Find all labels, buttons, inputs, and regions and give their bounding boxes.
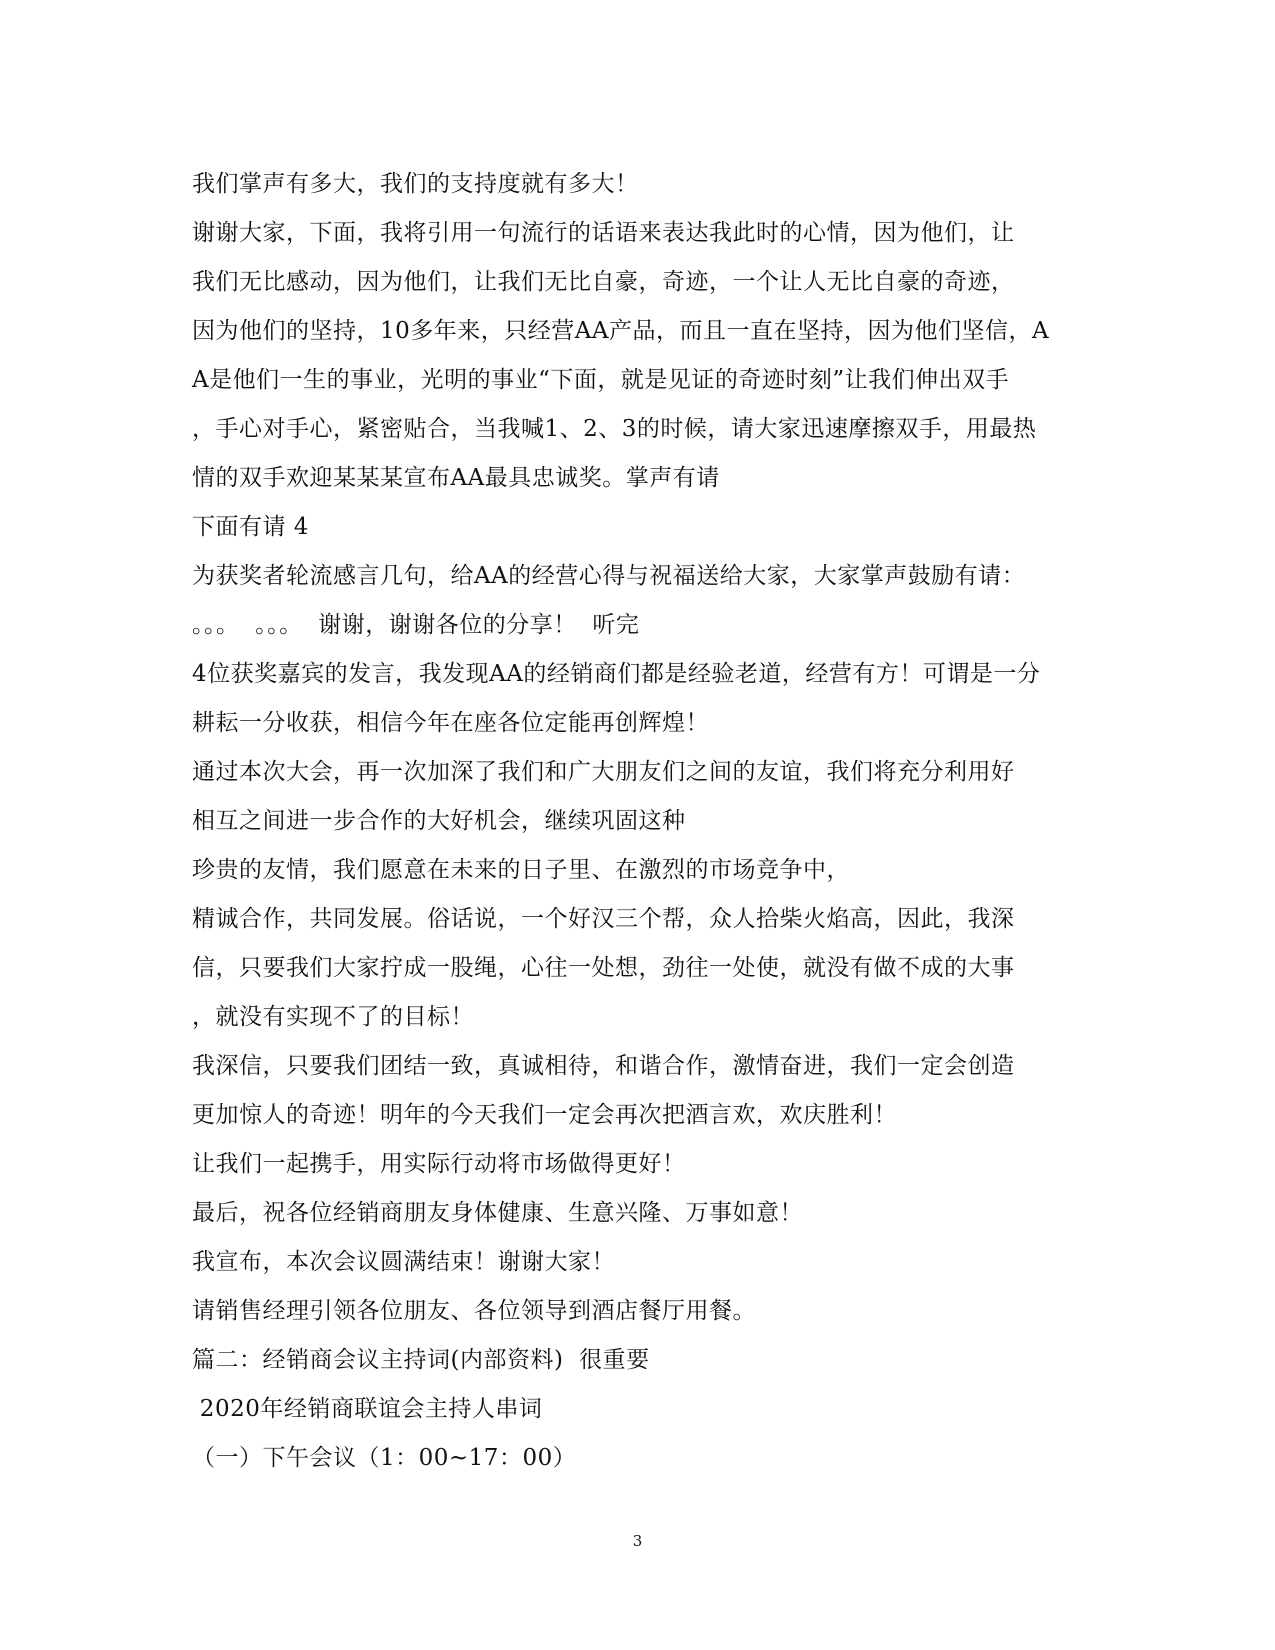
text-line: 情的双手欢迎某某某宣布AA最具忠诚奖。掌声有请 (192, 465, 720, 491)
text-line: 我们无比感动，因为他们，让我们无比自豪，奇迹，一个让人无比自豪的奇迹， (192, 269, 1015, 295)
text-line: 下面有请 4 (192, 514, 309, 540)
text-line: 通过本次大会，再一次加深了我们和广大朋友们之间的友谊，我们将充分利用好 (192, 759, 1015, 785)
text-line: 为获奖者轮流感言几句，给AA的经营心得与祝福送给大家，大家掌声鼓励有请： (192, 563, 1026, 589)
text-line: 最后，祝各位经销商朋友身体健康、生意兴隆、万事如意！ (192, 1200, 803, 1226)
text-line: 让我们一起携手，用实际行动将市场做得更好！ (192, 1151, 686, 1177)
text-line: 谢谢大家，下面，我将引用一句流行的话语来表达我此时的心情，因为他们，让 (192, 220, 1015, 246)
text-line: 我宣布，本次会议圆满结束！谢谢大家！ (192, 1249, 615, 1275)
text-line: ，手心对手心，紧密贴合，当我喊1、2、3的时候，请大家迅速摩擦双手，用最热 (192, 416, 1037, 442)
subheading: （一）下午会议（1：00~17：00） (192, 1445, 577, 1471)
document-body (192, 160, 1092, 1483)
section-heading: 篇二：经销商会议主持词(内部资料) 很重要 (192, 1347, 650, 1373)
text-line: 我们掌声有多大，我们的支持度就有多大！ (192, 171, 639, 197)
text-line: 耕耘一分收获，相信今年在座各位定能再创辉煌！ (192, 710, 709, 736)
subheading: 2020年经销商联谊会主持人串词 (192, 1396, 543, 1422)
text-line: 我深信，只要我们团结一致，真诚相待，和谐合作，激情奋进，我们一定会创造 (192, 1053, 1015, 1079)
text-line: 信，只要我们大家拧成一股绳，心往一处想，劲往一处使，就没有做不成的大事 (192, 955, 1015, 981)
text-line: ，就没有实现不了的目标！ (192, 1004, 474, 1030)
text-line: 更加惊人的奇迹！明年的今天我们一定会再次把酒言欢，欢庆胜利！ (192, 1102, 897, 1128)
text-line: 精诚合作，共同发展。俗话说，一个好汉三个帮，众人拾柴火焰高，因此，我深 (192, 906, 1015, 932)
text-line: 因为他们的坚持，10多年来，只经营AA产品，而且一直在坚持，因为他们坚信，A (192, 318, 1050, 344)
text-line: 请销售经理引领各位朋友、各位领导到酒店餐厅用餐。 (192, 1298, 756, 1324)
text-line: 相互之间进一步合作的大好机会，继续巩固这种 (192, 808, 686, 834)
text-line: 珍贵的友情，我们愿意在未来的日子里、在激烈的市场竞争中， (192, 857, 850, 883)
text-line: 。。。 。。。 谢谢，谢谢各位的分享！ 听完 (192, 612, 640, 638)
text-line: A是他们一生的事业，光明的事业“下面，就是见证的奇迹时刻”让我们伸出双手 (192, 367, 1010, 393)
text-line: 4位获奖嘉宾的发言，我发现AA的经销商们都是经验老道，经营有方！可谓是一分 (192, 661, 1041, 687)
page-number: 3 (632, 1532, 643, 1550)
